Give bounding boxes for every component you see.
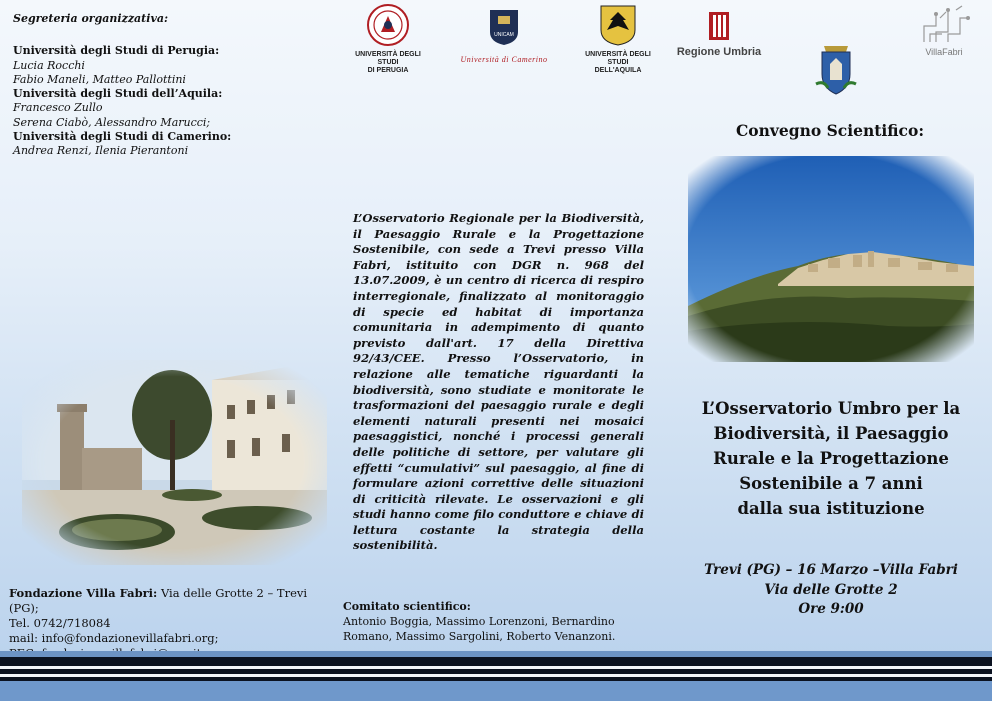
title-line: L’Osservatorio Umbro per la [701,399,961,418]
perugia-seal-icon [367,4,409,46]
person-line: Lucia Rocchi [13,58,85,72]
event-place-date: Trevi (PG) – 16 Marzo –Villa Fabri [704,562,958,578]
foundation-name: Fondazione Villa Fabri: [9,586,158,600]
organizing-secretariat [13,12,333,159]
person-line: Francesco Zullo [13,101,103,115]
trevi-coat-of-arms-icon [814,40,858,96]
telephone: Tel. 0742/718084 [9,616,111,630]
event-address: Via delle Grotte 2 [764,581,898,598]
email[interactable]: mail: info@fondazionevillafabri.org; [9,631,219,645]
title-line: Biodiversità, il Paesaggio [713,424,949,443]
person-line: Serena Ciabò, Alessandro Marucci; [13,115,211,129]
group-camerino [13,130,333,159]
university-name: Università degli Studi di Perugia: [13,44,220,58]
aquila-caption: UNIVERSITÀ DEGLI STUDI DELL'AQUILA [585,51,651,74]
trevi-town-photo [688,156,974,362]
person-line: Andrea Renzi, Ilenia Pierantoni [13,144,189,158]
logo-villa-fabri [904,4,984,57]
group-aquila [13,87,333,130]
villa-fabri-photo [22,360,327,565]
aquila-eagle-icon [599,4,637,46]
scientific-committee [343,599,643,644]
regione-umbria-caption: Regione Umbria [676,46,762,58]
title-line: dalla sua istituzione [737,499,925,518]
perugia-caption: UNIVERSITÀ DEGLI STUDI DI PERUGIA [355,51,421,74]
title-line: Sostenibile a 7 anni [739,474,923,493]
committee-members: Antonio Boggia, Massimo Lorenzoni, Bernardino Romano, Massimo Sargolini, Roberto Venanzoni. [343,615,616,643]
logo-trevi-coat-of-arms [814,40,858,101]
camerino-badge-text: UNICAM [494,32,514,38]
event-title [688,396,974,521]
logo-regione-umbria [669,12,769,58]
contacts-block [9,586,339,661]
university-name: Università degli Studi dell’Aquila: [13,87,223,101]
observatory-description: L’Osservatorio Regionale per la Biodiversità, il Paesaggio Rurale e la Progettazione Sostenibile, con sede a Trevi presso Villa Fabri, istituito con DGR n. 968 del 13.07.2009, è un centro di ricerca di respiro interregionale, finalizzato al monitoraggio di specie ed habitat di importanza comunitaria in adempimento di quanto previsto dall'art. 17 della Direttiva 92/43/CEE. Presso l’Osservatorio, in relazione alle tematiche riguardanti la biodiversità, sono studiate e monitorate le trasformazioni del paesaggio rurale e degli elementi naturali presenti nei mosaici paesaggistici, nonché i processi generali delle politiche di settore, per valutare gli effetti “cumulativi” sul paesaggio, al fine di formulare azioni correttive delle situazioni di criticità rilevate. Le osservazioni e gli studi hanno come filo conduttore e chiave di lettura costante la strategia della sostenibilità. [353,211,644,553]
event-label: Convegno Scientifico: [735,121,925,140]
group-perugia [13,44,333,87]
logo-aquila [576,4,660,75]
logo-camerino [458,8,550,64]
committee-heading: Comitato scientifico: [343,600,471,613]
person-line: Fabio Maneli, Matteo Pallottini [13,72,186,86]
regione-umbria-emblem-icon [709,12,729,40]
event-time: Ore 9:00 [798,601,864,617]
villa-fabri-caption: VillaFabri [925,47,963,57]
footer-stripes [0,651,992,701]
camerino-caption: Università di Camerino [460,55,548,64]
event-details [688,561,974,620]
camerino-shield-icon [488,8,520,46]
villa-fabri-circuit-icon [916,4,972,44]
logo-perugia [345,4,431,75]
title-line: Rurale e la Progettazione [713,449,949,468]
foundation-address: Via delle Grotte 2 – Trevi (PG); [9,586,308,615]
university-name: Università degli Studi di Camerino: [13,130,232,144]
foundation-address-line [9,586,339,616]
secretariat-heading: Segreteria organizzativa: [13,12,169,25]
